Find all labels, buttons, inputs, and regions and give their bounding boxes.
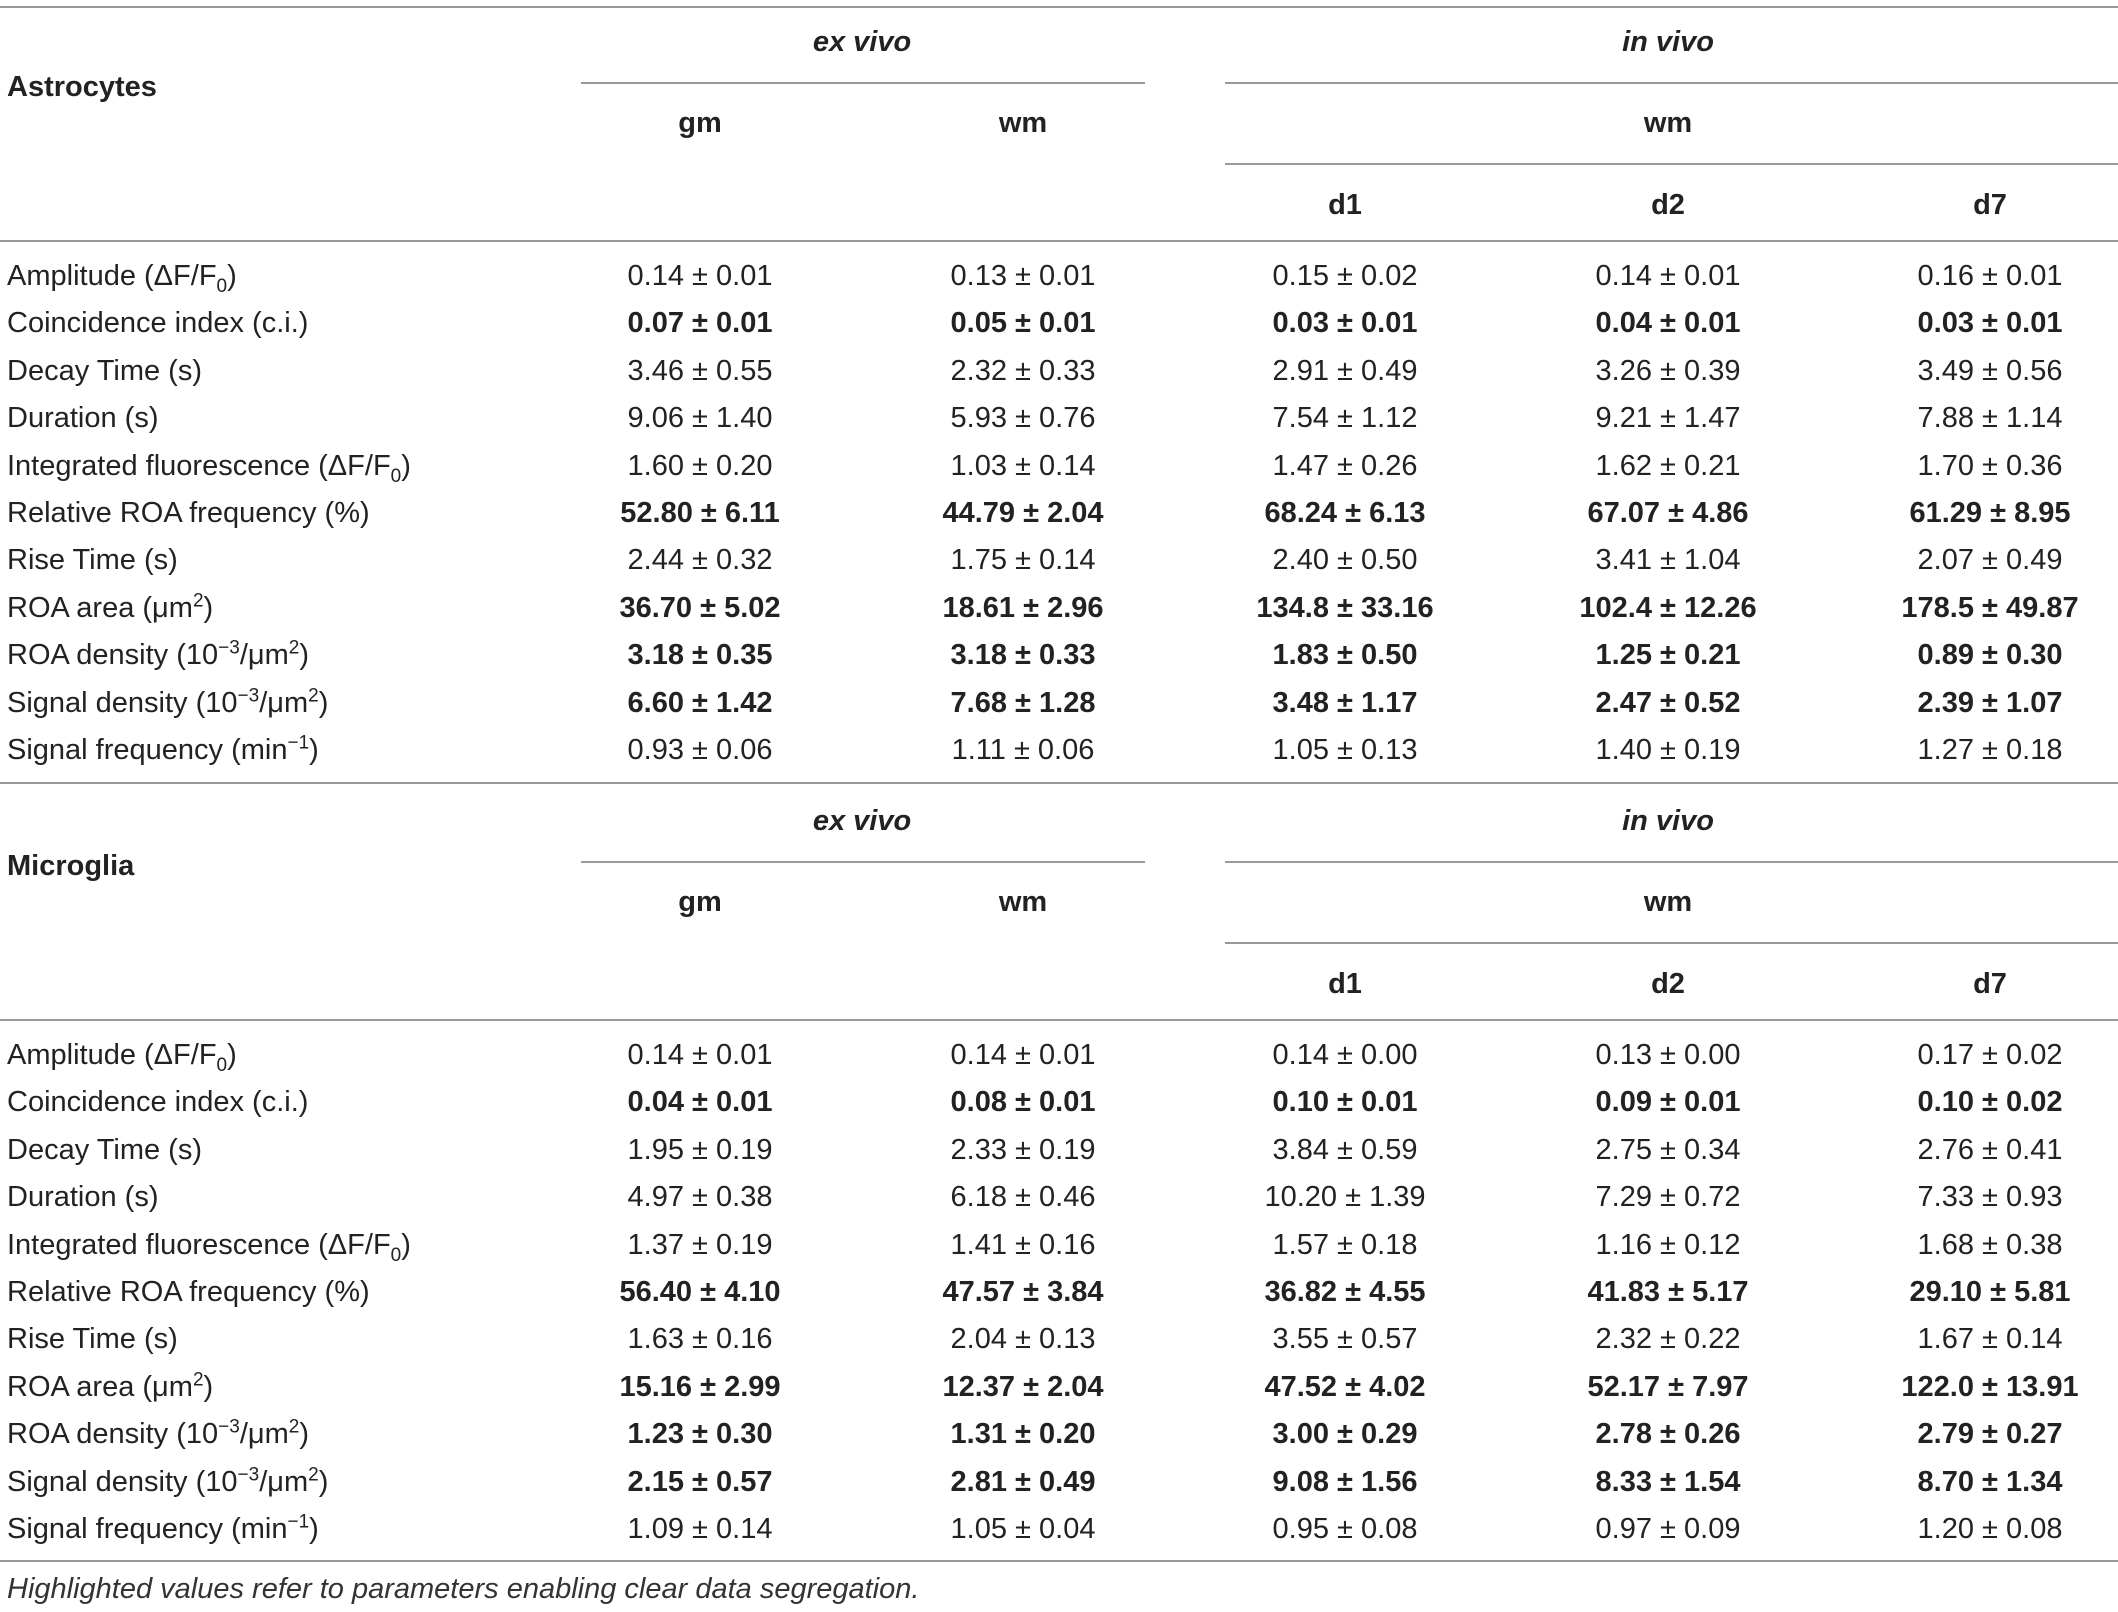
table-cell: 41.83 ± 5.17 bbox=[1587, 1276, 1749, 1308]
table-cell: 68.24 ± 6.13 bbox=[1264, 497, 1426, 529]
table-cell: 29.10 ± 5.81 bbox=[1909, 1276, 2071, 1308]
row-label bbox=[7, 685, 328, 721]
row-label bbox=[7, 1037, 237, 1076]
row-label bbox=[7, 400, 159, 436]
row-label bbox=[7, 495, 370, 531]
table-cell: 7.29 ± 0.72 bbox=[1595, 1181, 1741, 1214]
table-cell: 0.03 ± 0.01 bbox=[1272, 307, 1418, 340]
row-label-sup2: 2 bbox=[308, 684, 319, 706]
table-cell: 3.26 ± 0.39 bbox=[1595, 354, 1741, 387]
table-cell: 0.97 ± 0.09 bbox=[1595, 1513, 1741, 1545]
header-d2: d2 bbox=[1651, 968, 1685, 1000]
row-label bbox=[7, 1084, 308, 1120]
table-cell: 1.20 ± 0.08 bbox=[1917, 1513, 2063, 1545]
row-label-pre: Relative ROA frequency (%) bbox=[7, 497, 370, 529]
table-cell: 0.14 ± 0.01 bbox=[627, 260, 773, 292]
table-cell: 1.37 ± 0.19 bbox=[627, 1228, 773, 1261]
row-label-pre: Rise Time (s) bbox=[7, 544, 178, 577]
row-label-pre: Decay Time (s) bbox=[7, 354, 202, 387]
row-label-sup: 2 bbox=[192, 1369, 204, 1391]
row-label-sub: 0 bbox=[390, 465, 402, 487]
row-label-sup: −1 bbox=[287, 732, 310, 754]
table-cell: 1.57 ± 0.18 bbox=[1272, 1228, 1418, 1261]
table-cell: 1.03 ± 0.14 bbox=[950, 449, 1096, 482]
row-label-pre: Rise Time (s) bbox=[7, 1323, 178, 1356]
table-cell: 3.18 ± 0.33 bbox=[950, 639, 1096, 672]
header-in-vivo: in vivo bbox=[1622, 26, 1714, 58]
table-cell: 2.79 ± 0.27 bbox=[1917, 1418, 2063, 1451]
table-cell: 1.40 ± 0.19 bbox=[1595, 734, 1741, 766]
table-cell: 0.15 ± 0.02 bbox=[1272, 260, 1418, 292]
row-label-sup2: 2 bbox=[288, 1416, 300, 1438]
table-cell: 2.81 ± 0.49 bbox=[950, 1465, 1096, 1498]
table-cell: 102.4 ± 12.26 bbox=[1579, 591, 1757, 624]
table-cell: 1.47 ± 0.26 bbox=[1272, 449, 1418, 482]
table-cell: 0.03 ± 0.01 bbox=[1917, 307, 2063, 340]
table-cell: 0.89 ± 0.30 bbox=[1917, 639, 2063, 672]
wm-rule bbox=[1225, 163, 2118, 165]
table-cell: 10.20 ± 1.39 bbox=[1264, 1181, 1426, 1214]
row-label bbox=[7, 1321, 178, 1357]
table-cell: 134.8 ± 33.16 bbox=[1256, 591, 1434, 624]
row-label-post: ) bbox=[227, 1039, 237, 1071]
header-ex-vivo: ex vivo bbox=[812, 805, 912, 837]
row-label-post: /μm bbox=[259, 686, 309, 719]
table-cell: 7.88 ± 1.14 bbox=[1917, 402, 2063, 435]
header-d1: d1 bbox=[1328, 189, 1362, 221]
table-cell: 0.14 ± 0.00 bbox=[1272, 1039, 1418, 1071]
row-label-post: ) bbox=[401, 1228, 411, 1261]
row-label bbox=[7, 732, 319, 768]
table-cell: 2.44 ± 0.32 bbox=[627, 544, 773, 577]
section-title: Microglia bbox=[7, 850, 135, 882]
header-in-vivo: in vivo bbox=[1622, 805, 1714, 837]
table-cell: 3.84 ± 0.59 bbox=[1272, 1133, 1418, 1166]
header-d1: d1 bbox=[1328, 968, 1362, 1000]
table-cell: 1.75 ± 0.14 bbox=[950, 544, 1096, 577]
table-cell: 0.93 ± 0.06 bbox=[627, 734, 773, 766]
row-label-pre: Amplitude (ΔF/F bbox=[7, 1039, 217, 1071]
row-label-post: ) bbox=[309, 734, 319, 766]
table-cell: 3.48 ± 1.17 bbox=[1272, 686, 1418, 719]
row-label-post: /μm bbox=[239, 639, 289, 672]
table-cell: 0.13 ± 0.00 bbox=[1595, 1039, 1741, 1071]
row-label-pre: Integrated fluorescence (ΔF/F bbox=[7, 1228, 391, 1261]
row-label-pre: Duration (s) bbox=[7, 402, 159, 435]
row-label-pre: ROA area (μm bbox=[7, 591, 193, 624]
row-label bbox=[7, 637, 309, 673]
header-d7: d7 bbox=[1973, 968, 2007, 1000]
row-label-sub: 0 bbox=[390, 1244, 402, 1266]
row-label bbox=[7, 1464, 328, 1500]
table-cell: 56.40 ± 4.10 bbox=[619, 1276, 781, 1308]
table-cell: 0.10 ± 0.01 bbox=[1272, 1086, 1418, 1119]
row-label-sup: −3 bbox=[237, 684, 260, 706]
table-cell: 6.18 ± 0.46 bbox=[950, 1181, 1096, 1214]
row-label-post2: ) bbox=[318, 1465, 329, 1498]
table-cell: 1.09 ± 0.14 bbox=[627, 1513, 773, 1545]
row-label-post: ) bbox=[401, 449, 411, 482]
row-label-pre: ROA density (10 bbox=[7, 639, 219, 672]
row-label-pre: Coincidence index (c.i.) bbox=[7, 307, 309, 340]
table-cell: 1.31 ± 0.20 bbox=[950, 1418, 1096, 1451]
table-cell: 52.17 ± 7.97 bbox=[1587, 1370, 1749, 1403]
table-cell: 12.37 ± 2.04 bbox=[942, 1370, 1104, 1403]
row-label-sub: 0 bbox=[216, 275, 228, 297]
row-label-sup: −3 bbox=[237, 1463, 260, 1485]
table-cell: 2.47 ± 0.52 bbox=[1595, 686, 1741, 719]
table-cell: 2.07 ± 0.49 bbox=[1917, 544, 2063, 577]
row-label-sup: −1 bbox=[287, 1511, 310, 1533]
row-label-post2: ) bbox=[318, 686, 329, 719]
row-label-pre: Coincidence index (c.i.) bbox=[7, 1086, 309, 1119]
row-label-post: ) bbox=[203, 591, 214, 624]
table-cell: 0.10 ± 0.02 bbox=[1917, 1086, 2063, 1119]
table-cell: 0.95 ± 0.08 bbox=[1272, 1513, 1418, 1545]
table-cell: 0.13 ± 0.01 bbox=[950, 260, 1096, 292]
bottom-rule bbox=[0, 1560, 2118, 1562]
table-cell: 1.68 ± 0.38 bbox=[1917, 1228, 2063, 1261]
header-bottom-rule bbox=[0, 240, 2118, 242]
table-cell: 0.04 ± 0.01 bbox=[627, 1086, 773, 1119]
row-label-post2: ) bbox=[299, 1418, 310, 1451]
row-label-pre: ROA density (10 bbox=[7, 1418, 219, 1451]
table-cell: 2.39 ± 1.07 bbox=[1917, 686, 2063, 719]
table-cell: 2.76 ± 0.41 bbox=[1917, 1133, 2063, 1166]
table-cell: 2.40 ± 0.50 bbox=[1272, 544, 1418, 577]
table-cell: 2.78 ± 0.26 bbox=[1595, 1418, 1741, 1451]
wm-rule bbox=[1225, 942, 2118, 944]
row-label-post: ) bbox=[309, 1513, 319, 1545]
row-label-pre: Decay Time (s) bbox=[7, 1133, 202, 1166]
in-vivo-rule bbox=[1225, 861, 2118, 863]
row-label-pre: ROA area (μm bbox=[7, 1370, 193, 1403]
row-label-pre: Amplitude (ΔF/F bbox=[7, 260, 217, 292]
row-label bbox=[7, 1416, 309, 1452]
table-cell: 0.07 ± 0.01 bbox=[627, 307, 773, 340]
header-ex-vivo: ex vivo bbox=[812, 26, 912, 58]
row-label bbox=[7, 258, 237, 297]
row-label bbox=[7, 1227, 411, 1266]
table-cell: 36.82 ± 4.55 bbox=[1264, 1276, 1426, 1308]
table-cell: 0.09 ± 0.01 bbox=[1595, 1086, 1741, 1119]
table-cell: 3.41 ± 1.04 bbox=[1595, 544, 1741, 577]
table-cell: 1.16 ± 0.12 bbox=[1595, 1228, 1741, 1261]
table-cell: 1.11 ± 0.06 bbox=[951, 734, 1095, 766]
table-cell: 7.33 ± 0.93 bbox=[1917, 1181, 2063, 1214]
header-d2: d2 bbox=[1651, 189, 1685, 221]
section-title: Astrocytes bbox=[7, 71, 157, 103]
row-label bbox=[7, 1132, 202, 1168]
row-label-pre: Relative ROA frequency (%) bbox=[7, 1276, 370, 1308]
header-bottom-rule bbox=[0, 1019, 2118, 1021]
row-label-post2: ) bbox=[299, 639, 310, 672]
table-cell: 3.49 ± 0.56 bbox=[1917, 354, 2063, 387]
row-label bbox=[7, 1369, 213, 1405]
header-gm: gm bbox=[678, 107, 722, 139]
table-cell: 1.41 ± 0.16 bbox=[950, 1228, 1096, 1261]
table-cell: 1.83 ± 0.50 bbox=[1272, 639, 1418, 672]
header-wm: wm bbox=[998, 886, 1048, 918]
table-cell: 1.27 ± 0.18 bbox=[1917, 734, 2063, 766]
table-cell: 67.07 ± 4.86 bbox=[1587, 497, 1749, 529]
table-cell: 6.60 ± 1.42 bbox=[627, 686, 773, 719]
table-cell: 52.80 ± 6.11 bbox=[620, 497, 780, 529]
table-cell: 1.62 ± 0.21 bbox=[1595, 449, 1741, 482]
table-cell: 0.16 ± 0.01 bbox=[1917, 260, 2063, 292]
table-cell: 1.70 ± 0.36 bbox=[1917, 449, 2063, 482]
row-label bbox=[7, 1511, 319, 1547]
row-label bbox=[7, 353, 202, 389]
table-cell: 3.18 ± 0.35 bbox=[627, 639, 773, 672]
table-cell: 9.08 ± 1.56 bbox=[1272, 1465, 1418, 1498]
row-label bbox=[7, 1274, 370, 1310]
in-vivo-rule bbox=[1225, 82, 2118, 84]
table-cell: 178.5 ± 49.87 bbox=[1901, 591, 2079, 624]
table-cell: 47.52 ± 4.02 bbox=[1264, 1370, 1426, 1403]
top-rule bbox=[0, 6, 2118, 8]
row-label-post: ) bbox=[203, 1370, 214, 1403]
row-label-sup: −3 bbox=[218, 1416, 240, 1438]
table-cell: 7.54 ± 1.12 bbox=[1272, 402, 1418, 435]
table-cell: 2.32 ± 0.33 bbox=[950, 354, 1096, 387]
header-in-vivo-wm: wm bbox=[1643, 107, 1693, 139]
table-cell: 36.70 ± 5.02 bbox=[619, 591, 781, 624]
table-cell: 8.70 ± 1.34 bbox=[1917, 1465, 2063, 1498]
ex-vivo-rule bbox=[581, 82, 1145, 84]
table-cell: 3.00 ± 0.29 bbox=[1272, 1418, 1418, 1451]
table-cell: 8.33 ± 1.54 bbox=[1595, 1465, 1741, 1498]
table-cell: 1.05 ± 0.04 bbox=[950, 1513, 1096, 1545]
table-cell: 0.14 ± 0.01 bbox=[950, 1039, 1096, 1071]
row-label bbox=[7, 542, 178, 578]
table-cell: 7.68 ± 1.28 bbox=[950, 686, 1096, 719]
table-cell: 44.79 ± 2.04 bbox=[942, 497, 1104, 529]
row-label bbox=[7, 1179, 159, 1215]
table-cell: 3.46 ± 0.55 bbox=[627, 354, 773, 387]
row-label-pre: Integrated fluorescence (ΔF/F bbox=[7, 449, 391, 482]
row-label-pre: Signal density (10 bbox=[7, 686, 238, 719]
header-wm: wm bbox=[998, 107, 1048, 139]
row-label-sup2: 2 bbox=[288, 637, 300, 659]
table-cell: 4.97 ± 0.38 bbox=[627, 1181, 773, 1214]
row-label bbox=[7, 305, 308, 341]
row-label-pre: Signal frequency (min bbox=[7, 734, 288, 766]
table-cell: 9.21 ± 1.47 bbox=[1595, 402, 1741, 435]
table-cell: 2.75 ± 0.34 bbox=[1595, 1133, 1741, 1166]
table-cell: 1.95 ± 0.19 bbox=[627, 1133, 773, 1166]
table-cell: 47.57 ± 3.84 bbox=[942, 1276, 1104, 1308]
table-cell: 2.04 ± 0.13 bbox=[950, 1323, 1096, 1356]
table-cell: 1.25 ± 0.21 bbox=[1595, 639, 1741, 672]
table-cell: 122.0 ± 13.91 bbox=[1901, 1370, 2079, 1403]
table-cell: 0.08 ± 0.01 bbox=[950, 1086, 1096, 1119]
table-cell: 1.67 ± 0.14 bbox=[1917, 1323, 2063, 1356]
table-cell: 1.23 ± 0.30 bbox=[627, 1418, 773, 1451]
row-label-post: /μm bbox=[239, 1418, 289, 1451]
table-cell: 3.55 ± 0.57 bbox=[1272, 1323, 1418, 1356]
ex-vivo-rule bbox=[581, 861, 1145, 863]
table-cell: 1.60 ± 0.20 bbox=[627, 449, 773, 482]
table-cell: 2.32 ± 0.22 bbox=[1595, 1323, 1741, 1356]
row-label-pre: Duration (s) bbox=[7, 1181, 159, 1214]
row-label-pre: Signal frequency (min bbox=[7, 1513, 288, 1545]
table-cell: 5.93 ± 0.76 bbox=[950, 402, 1096, 435]
table-cell: 18.61 ± 2.96 bbox=[942, 591, 1104, 624]
table-cell: 0.14 ± 0.01 bbox=[1595, 260, 1741, 292]
row-label-sup: −3 bbox=[218, 637, 240, 659]
table-footnote: Highlighted values refer to parameters enabling clear data segregation. bbox=[7, 1573, 920, 1605]
table-cell: 1.05 ± 0.13 bbox=[1272, 734, 1418, 766]
row-label bbox=[7, 590, 213, 626]
row-label bbox=[7, 448, 411, 487]
table-cell: 15.16 ± 2.99 bbox=[619, 1370, 781, 1403]
table-cell: 2.33 ± 0.19 bbox=[950, 1133, 1096, 1166]
row-label-pre: Signal density (10 bbox=[7, 1465, 238, 1498]
table-cell: 2.15 ± 0.57 bbox=[627, 1465, 773, 1498]
table-cell: 0.04 ± 0.01 bbox=[1595, 307, 1741, 340]
header-in-vivo-wm: wm bbox=[1643, 886, 1693, 918]
table-cell: 9.06 ± 1.40 bbox=[627, 402, 773, 435]
table-cell: 0.14 ± 0.01 bbox=[627, 1039, 773, 1071]
header-gm: gm bbox=[678, 886, 722, 918]
table-cell: 61.29 ± 8.95 bbox=[1909, 497, 2071, 529]
row-label-sup: 2 bbox=[192, 590, 204, 612]
table-cell: 1.63 ± 0.16 bbox=[627, 1323, 773, 1356]
section-divider bbox=[0, 782, 2118, 784]
row-label-sub: 0 bbox=[216, 1054, 228, 1076]
table-cell: 0.17 ± 0.02 bbox=[1917, 1039, 2063, 1071]
row-label-post: ) bbox=[227, 260, 237, 292]
table-cell: 2.91 ± 0.49 bbox=[1272, 354, 1418, 387]
row-label-post: /μm bbox=[259, 1465, 309, 1498]
row-label-sup2: 2 bbox=[308, 1463, 319, 1485]
header-d7: d7 bbox=[1973, 189, 2007, 221]
table-cell: 0.05 ± 0.01 bbox=[950, 307, 1096, 340]
